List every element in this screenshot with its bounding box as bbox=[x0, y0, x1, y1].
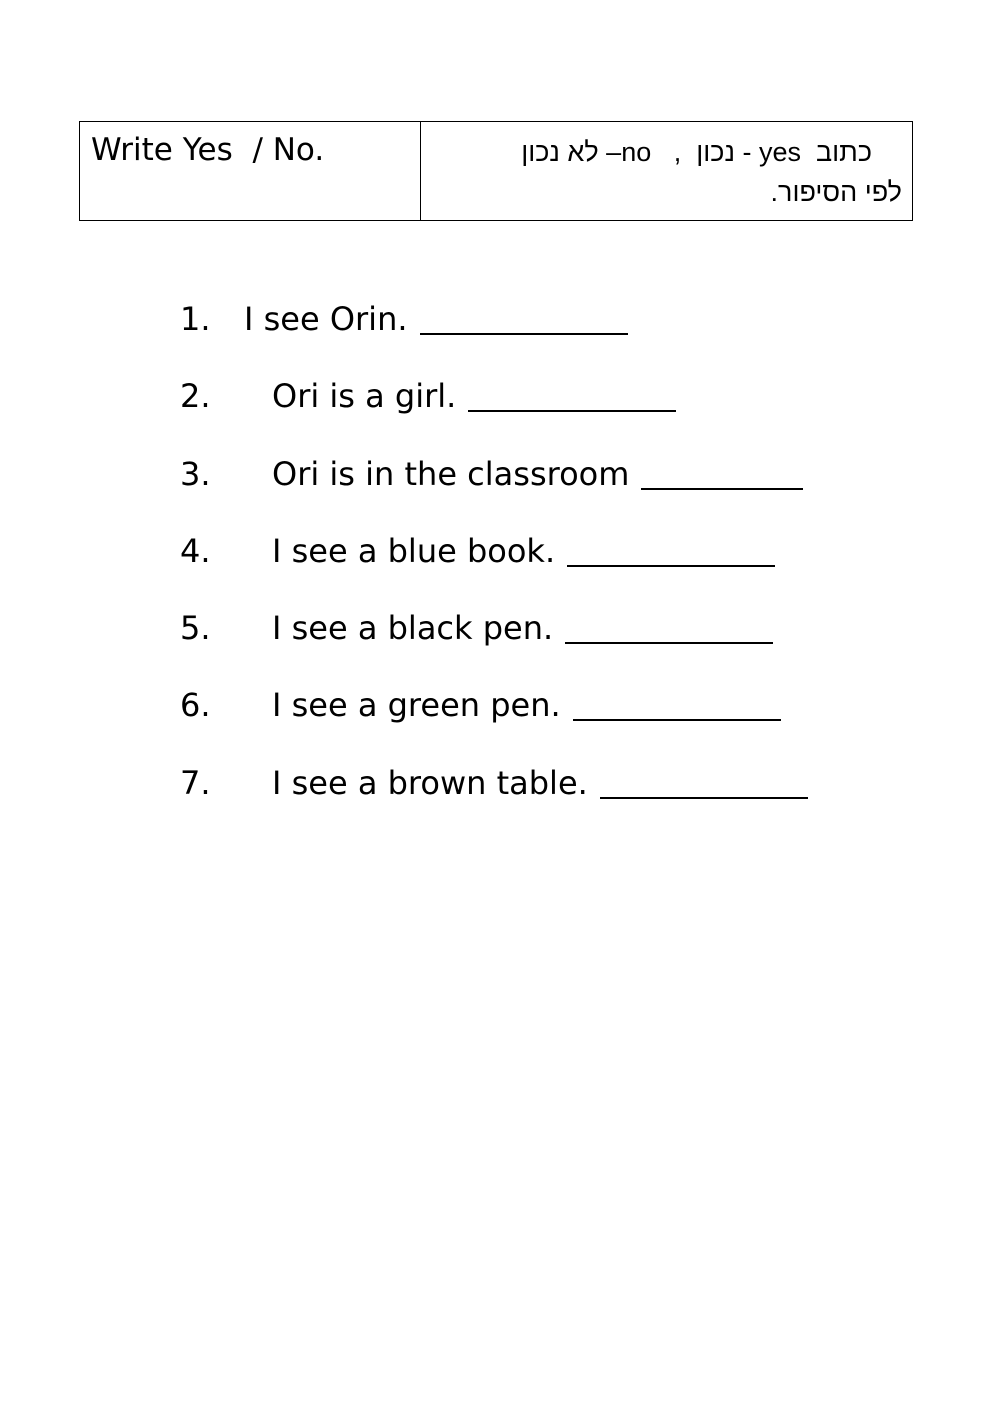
question-item bbox=[180, 602, 808, 679]
question-item bbox=[180, 679, 808, 756]
question-number: 5. bbox=[180, 609, 211, 648]
question-text: I see a black pen. bbox=[272, 609, 554, 648]
answer-blank[interactable] bbox=[573, 679, 781, 721]
question-number: 4. bbox=[180, 531, 211, 570]
answer-blank[interactable] bbox=[420, 293, 628, 335]
question-text: I see Orin. bbox=[244, 300, 408, 338]
instruction-hebrew-line-1: כתוב yes - נכון , no– לא נכון bbox=[521, 137, 872, 167]
question-item bbox=[180, 757, 808, 834]
question-item bbox=[180, 293, 808, 370]
question-number: 6. bbox=[180, 686, 211, 725]
answer-blank[interactable] bbox=[641, 448, 803, 490]
question-number: 2. bbox=[180, 377, 211, 416]
question-item bbox=[180, 525, 808, 602]
answer-blank[interactable] bbox=[565, 602, 773, 644]
answer-blank[interactable] bbox=[567, 525, 775, 567]
question-text: I see a green pen. bbox=[272, 686, 561, 725]
instruction-hebrew-line-2: לפי הסיפור. bbox=[770, 177, 902, 207]
answer-blank[interactable] bbox=[468, 370, 676, 412]
instruction-hebrew bbox=[421, 122, 912, 220]
question-list bbox=[180, 293, 808, 834]
question-number: 3. bbox=[180, 454, 211, 493]
question-text: I see a brown table. bbox=[272, 763, 588, 802]
answer-blank[interactable] bbox=[600, 757, 808, 799]
instruction-english: Write Yes / No. bbox=[80, 122, 421, 220]
question-text: Ori is a girl. bbox=[272, 377, 457, 416]
question-number: 7. bbox=[180, 763, 211, 802]
question-item bbox=[180, 448, 808, 525]
question-number: 1. bbox=[180, 300, 211, 338]
question-text: I see a blue book. bbox=[272, 531, 556, 570]
question-text: Ori is in the classroom bbox=[272, 454, 630, 493]
question-item bbox=[180, 370, 808, 447]
instructions-table bbox=[79, 121, 913, 221]
